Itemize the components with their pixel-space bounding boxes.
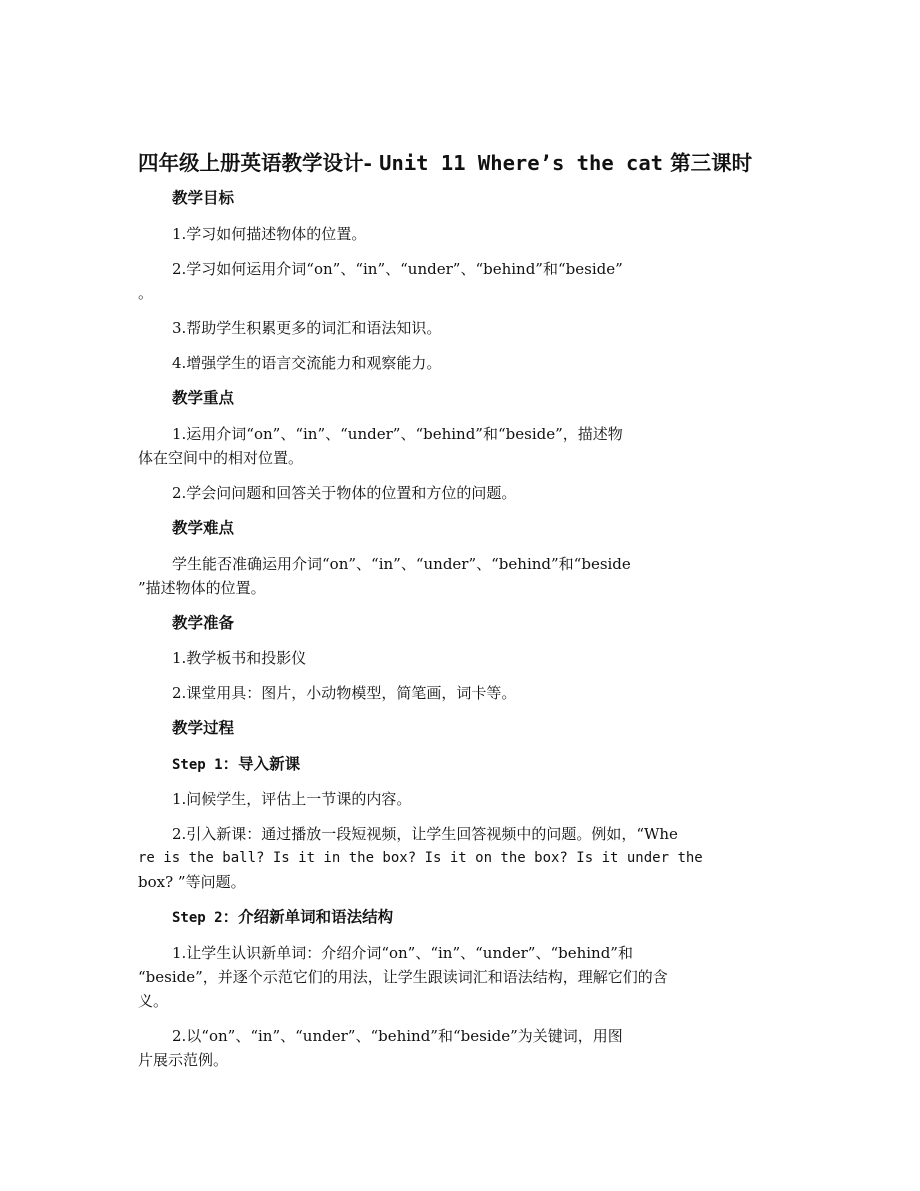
process-item: 1.问候学生，评估上一节课的内容。 — [172, 790, 412, 808]
key-point-item: 1.运用介词“on”、“in”、“under”、“behind”和“beside”，描述物 — [172, 425, 623, 443]
preparation-item: 1.教学板书和投影仪 — [172, 649, 307, 667]
objective-item: 4.增强学生的语言交流能力和观察能力。 — [172, 354, 442, 372]
section-heading-objectives: 教学目标 — [172, 188, 235, 207]
key-point-item-continuation: 体在空间中的相对位置。 — [138, 449, 304, 467]
step-title: ：导入新课 — [222, 754, 301, 773]
process-item-continuation: re is the ball? Is it in the box? Is it on the box? Is it under the — [138, 850, 703, 866]
step-heading — [138, 905, 788, 930]
process-item-continuation: box? ”等问题。 — [138, 873, 246, 891]
objective-item-continuation: 。 — [138, 284, 154, 302]
section-heading-difficulties: 教学难点 — [172, 518, 235, 537]
objective-item: 3.帮助学生积累更多的词汇和语法知识。 — [172, 319, 442, 337]
process-item-continuation: 义。 — [138, 992, 169, 1010]
process-item: 1.让学生认识新单词：介绍介词“on”、“in”、“under”、“behind”和 — [172, 944, 633, 962]
title-unit-name: Unit 11 Where’s the cat — [379, 151, 664, 175]
step-number: Step 2 — [172, 910, 223, 926]
step-number: Step 1 — [172, 757, 223, 773]
process-item-continuation: “beside”，并逐个示范它们的用法，让学生跟读词汇和语法结构，理解它们的含 — [138, 968, 668, 986]
process-item: 2.以“on”、“in”、“under”、“behind”和“beside”为关键词，用图 — [172, 1027, 623, 1045]
process-item-continuation: 片展示范例。 — [138, 1051, 229, 1069]
difficulty-text: 学生能否准确运用介词“on”、“in”、“under”、“behind”和“beside — [172, 555, 631, 573]
title-chinese-suffix: 第三课时 — [663, 151, 753, 175]
key-point-item: 2.学会问问题和回答关于物体的位置和方位的问题。 — [172, 484, 517, 502]
document-title — [138, 146, 798, 176]
step-title: ：介绍新单词和语法结构 — [222, 907, 394, 926]
preparation-item: 2.课堂用具：图片，小动物模型，简笔画，词卡等。 — [172, 684, 517, 702]
objective-item: 1.学习如何描述物体的位置。 — [172, 225, 367, 243]
section-heading-process: 教学过程 — [172, 718, 235, 737]
section-heading-key-points: 教学重点 — [172, 388, 235, 407]
process-item: 2.引入新课：通过播放一段短视频，让学生回答视频中的问题。例如，“Whe — [172, 825, 678, 843]
section-heading-preparation: 教学准备 — [172, 613, 235, 632]
difficulty-text-continuation: ”描述物体的位置。 — [138, 579, 266, 597]
objective-item: 2.学习如何运用介词“on”、“in”、“under”、“behind”和“beside” — [172, 260, 623, 278]
title-chinese-prefix: 四年级上册英语教学设计- — [138, 151, 380, 175]
step-heading — [138, 752, 788, 777]
